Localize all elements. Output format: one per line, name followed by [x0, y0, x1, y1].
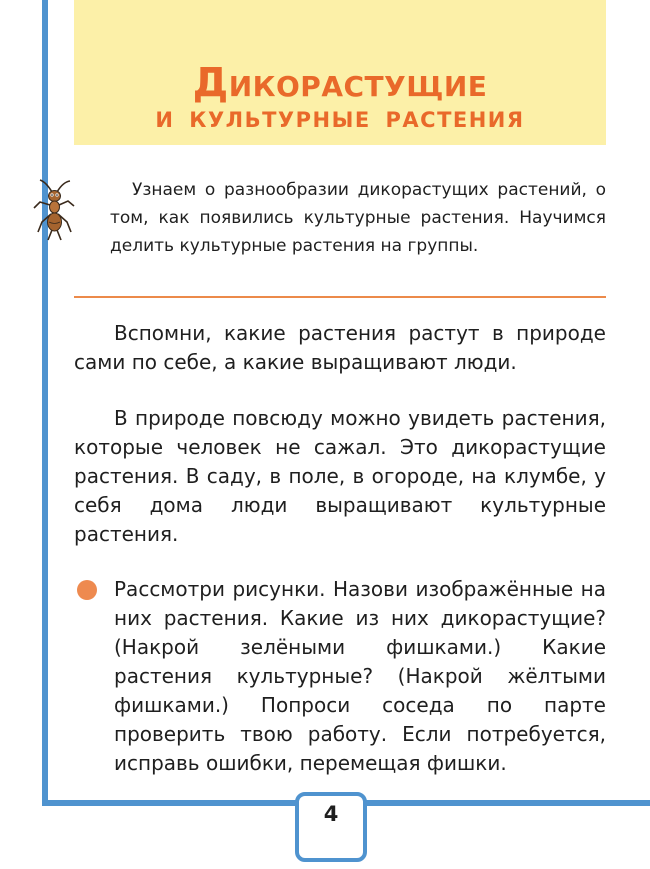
chapter-subtitle: И КУЛЬТУРНЫЕ РАСТЕНИЯ	[155, 108, 525, 132]
lesson-goals: Узнаем о разнообразии дикорастущих растений, о том, как появились культурные растения. Научимся делить культурные растения на группы.	[110, 180, 606, 256]
chapter-header	[74, 0, 606, 145]
section-divider	[74, 296, 606, 298]
ant-icon	[30, 178, 78, 242]
page-number-tab	[295, 792, 367, 862]
chapter-title	[74, 60, 606, 106]
page-number: 4	[323, 802, 339, 826]
task-text: Рассмотри рисунки. Назови изображённые на них растения. Какие из них дикорастущие? (Накрой зелёными фишками.) Какие растения культурные? (Накрой жёлтыми фишками.) Попроси соседа по парте проверить твою работу. Если потребуется, исправь ошибки, перемещая фишки.	[114, 577, 606, 775]
task-bullet-icon	[77, 580, 97, 600]
title-rest: ИКОРАСТУЩИЕ	[228, 70, 488, 103]
recall-question: Вспомни, какие растения растут в природе сами по себе, а какие выращивают люди.	[74, 321, 606, 374]
left-border-rule	[42, 0, 48, 806]
title-drop-cap: Д	[192, 60, 229, 106]
main-paragraph: В природе повсюду можно увидеть растения, которые человек не сажал. Это дикорастущие растения. В саду, в поле, в огороде, на клумбе, у себя дома люди выращивают культурные растения.	[74, 406, 606, 546]
